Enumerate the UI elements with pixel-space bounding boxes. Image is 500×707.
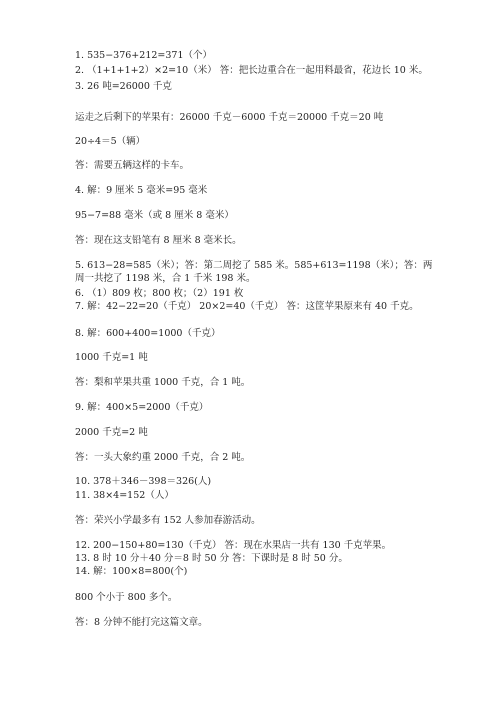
answer-line-7: 7. 解：42−22=20（千克） 20×2=40（千克） 答：这筐苹果原来有 40 千克。 [75,301,419,312]
answer-line-14-compare: 800 个小于 800 多个。 [75,592,178,603]
answer-line-8-convert: 1000 千克=1 吨 [75,352,148,363]
answer-line-11: 11. 38×4=152（人） [75,490,174,501]
answer-line-3-division: 20÷4＝5（辆） [75,136,146,147]
answer-line-13: 13. 8 时 10 分＋40 分＝8 时 50 分 答：下课时是 8 时 50 分。 [75,553,348,564]
answer-line-5: 5. 613−28=585（米）；答：第二周挖了 585 米。585+613=1198（米）；答：两周一共挖了 1198 米，合 1 千米 198 米。 [75,260,433,284]
answer-line-8-conclusion: 答：梨和苹果共重 1000 千克，合 1 吨。 [75,377,251,388]
answer-line-3: 3. 26 吨=26000 千克 [75,81,172,92]
answer-line-9: 9. 解：400×5=2000（千克） [75,402,209,413]
answer-line-4-conclusion: 答：现在这支铅笔有 8 厘米 8 毫米长。 [75,235,242,246]
answer-line-3-conclusion: 答：需要五辆这样的卡车。 [75,160,190,171]
answer-line-1: 1. 535−376+212=371（个） [75,50,212,61]
answer-line-14-conclusion: 答：8 分钟不能打完这篇文章。 [75,617,208,628]
answer-line-8: 8. 解：600+400=1000（千克） [75,328,221,339]
answer-line-9-convert: 2000 千克=2 吨 [75,427,148,438]
answer-line-3-detail: 运走之后剩下的苹果有：26000 千克－6000 千克＝20000 千克＝20 吨 [75,112,384,123]
answer-line-12: 12. 200−150+80=130（千克） 答：现在水果店一共有 130 千克苹果。 [75,540,392,551]
answer-line-4-calc: 95−7=88 毫米（或 8 厘米 8 毫米） [75,210,234,221]
answer-line-10: 10. 378＋346－398＝326(人) [75,476,212,487]
answer-line-9-conclusion: 答：一头大象约重 2000 千克，合 2 吨。 [75,452,251,463]
answer-line-6: 6. （1）809 枚；800 枚；（2）191 枚 [75,288,244,299]
answer-line-14: 14. 解：100×8=800(个) [75,566,188,577]
answer-line-11-conclusion: 答：荣兴小学最多有 152 人参加春游活动。 [75,515,261,526]
answer-line-4: 4. 解：9 厘米 5 毫米=95 毫米 [75,185,208,196]
answer-line-2: 2. （1+1+1+2）×2=10（米） 答：把长边重合在一起用料最省，花边长 10 米。 [75,65,428,76]
